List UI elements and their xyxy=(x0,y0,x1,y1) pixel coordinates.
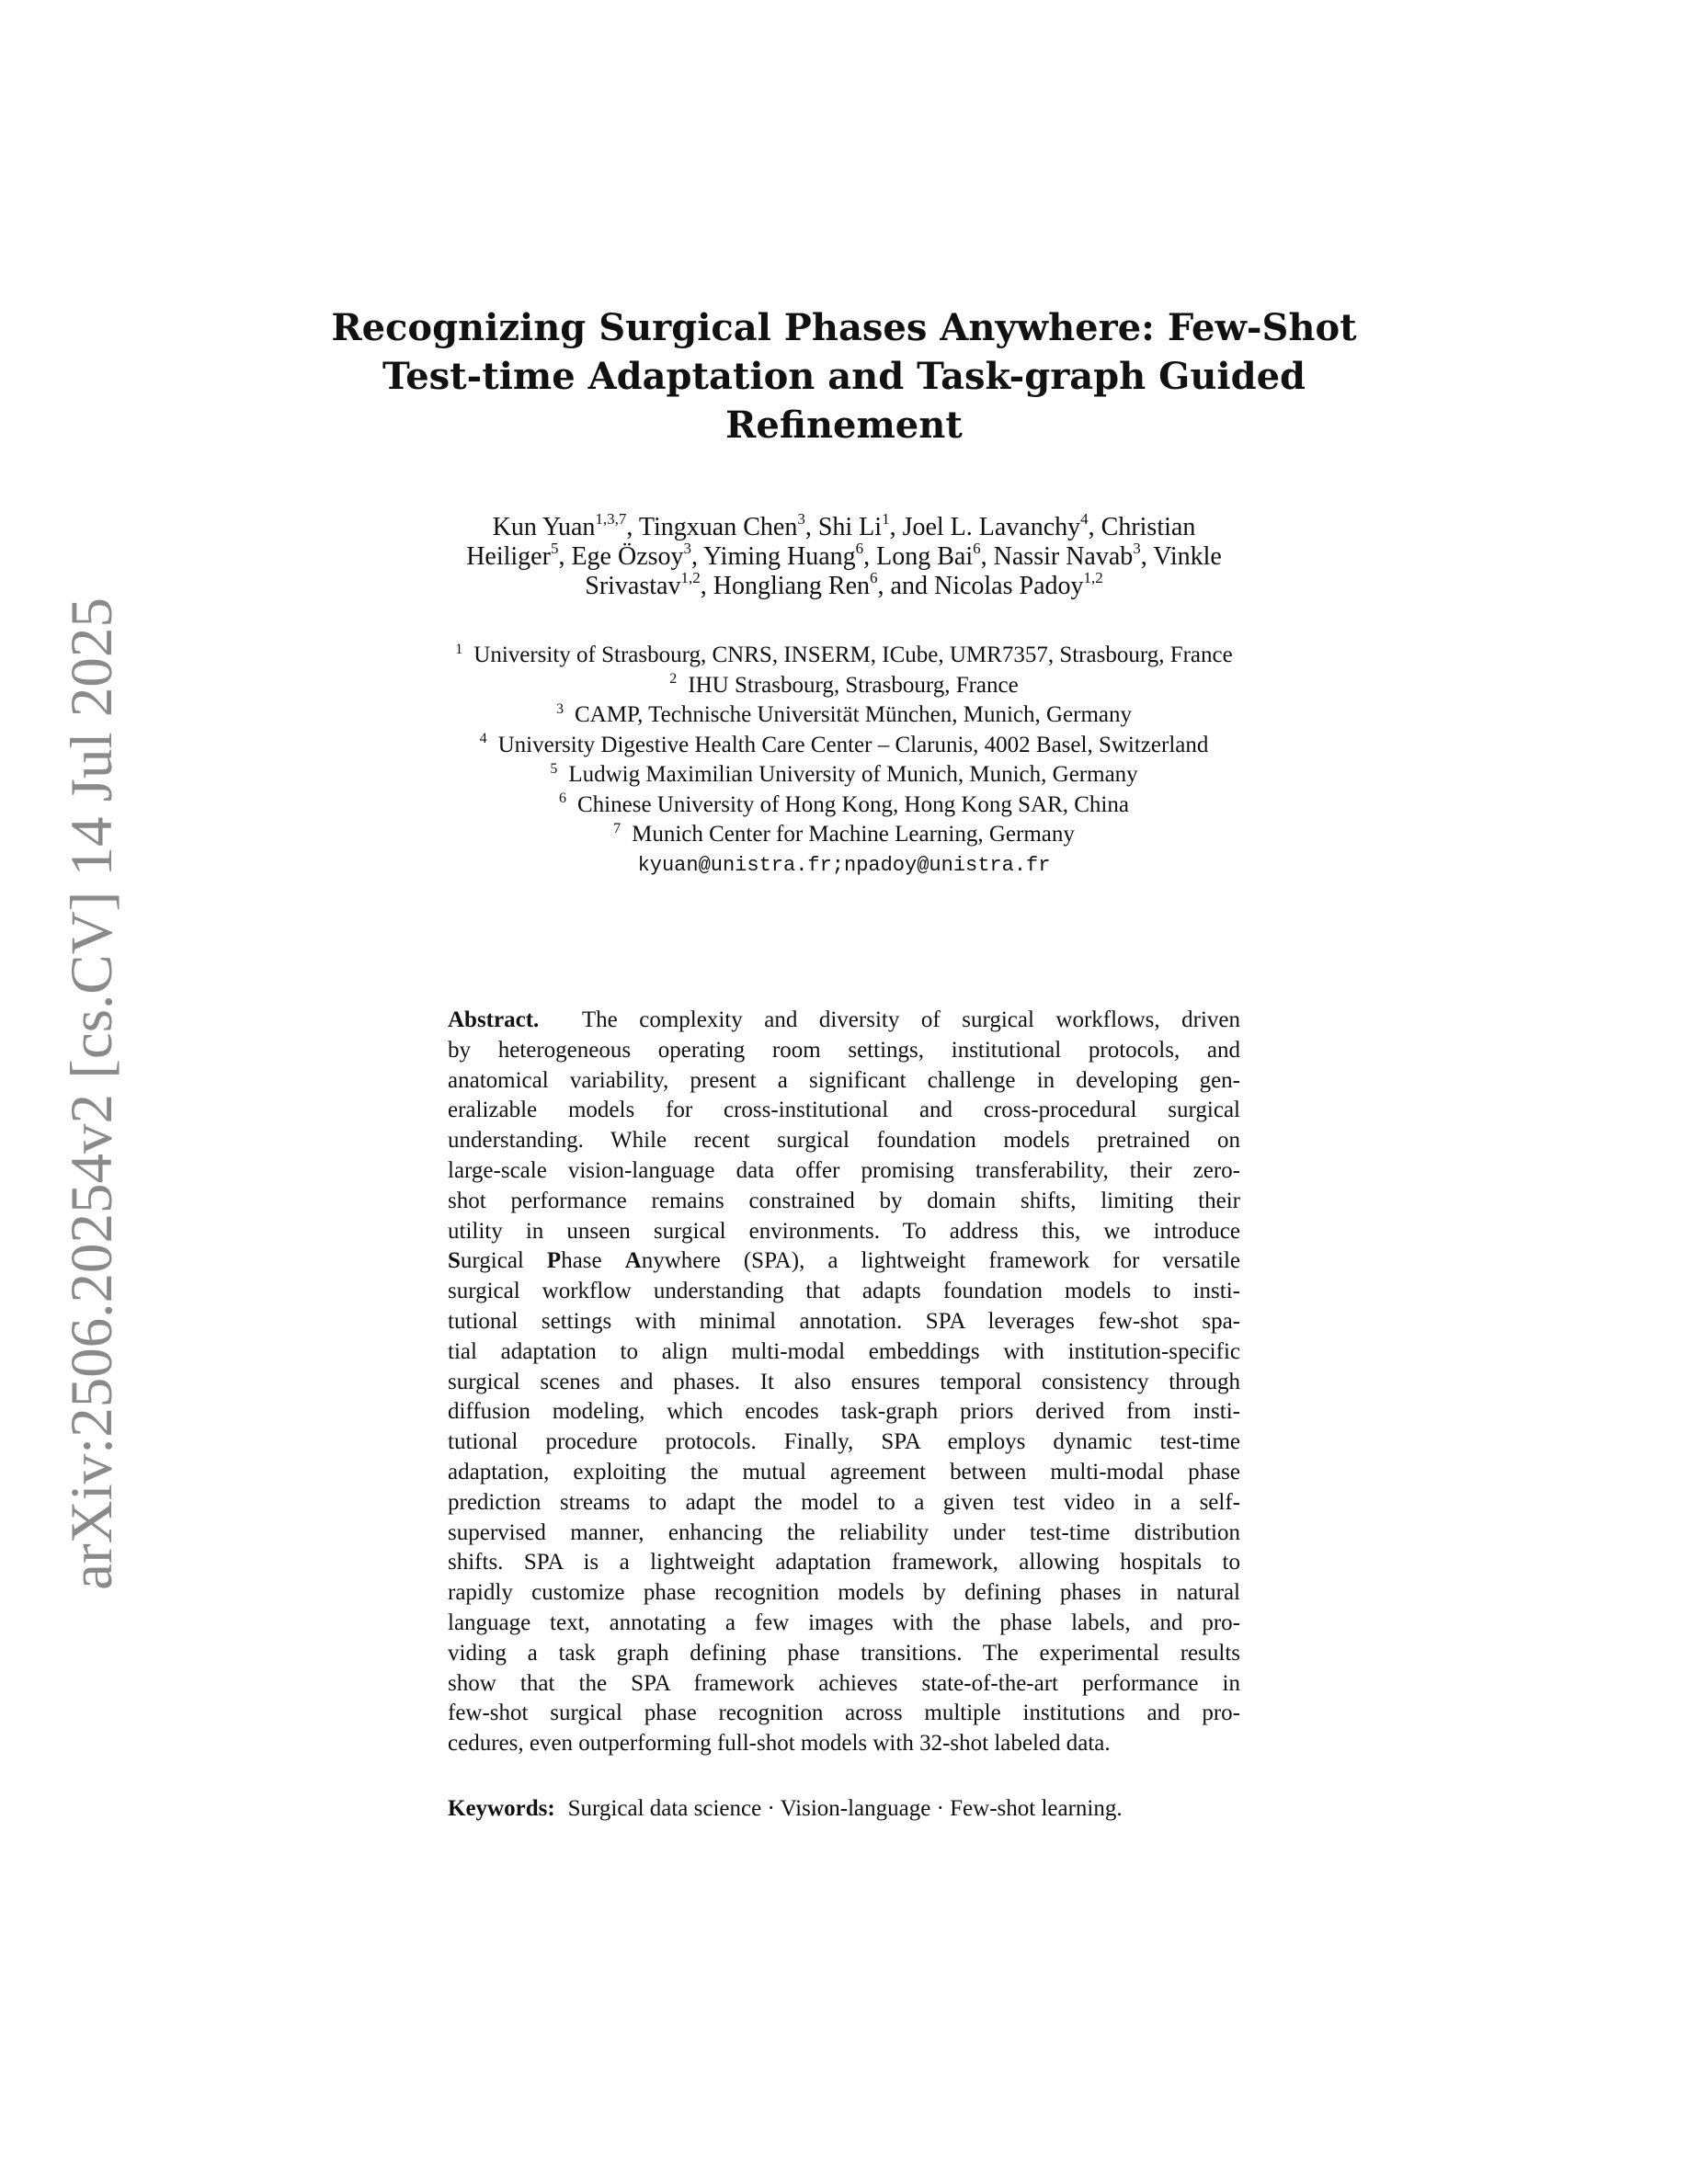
affiliation-text: Ludwig Maximilian University of Munich, Munich, Germany xyxy=(568,762,1138,787)
title-line: Recognizing Surgical Phases Anywhere: Few-Shot xyxy=(331,306,1357,349)
abstract-line: by heterogeneous operating room settings, institutional protocols, and xyxy=(448,1037,1240,1063)
affiliation-list xyxy=(303,641,1385,882)
author-name: Kun Yuan xyxy=(492,513,596,541)
author-list xyxy=(303,509,1385,601)
abstract-text: urgical xyxy=(460,1248,547,1274)
author-affiliation-marker: 6 xyxy=(855,539,864,557)
author-name: Long Bai xyxy=(876,542,974,571)
author-affiliation-marker: 1,3,7 xyxy=(595,509,627,528)
affiliation-text: University Digestive Health Care Center – Clarunis, 4002 Basel, Switzerland xyxy=(497,732,1209,757)
author-separator: , xyxy=(889,513,903,541)
author-affiliation-marker: 1 xyxy=(882,509,890,528)
abstract-text: The complexity and diversity of surgical workflows, driven xyxy=(581,1007,1240,1032)
affiliation-text: Munich Center for Machine Learning, Germany xyxy=(632,822,1075,847)
affiliation xyxy=(303,700,1385,731)
affiliation-number: 3 xyxy=(555,700,564,717)
author-name: Ege Özsoy xyxy=(571,542,684,571)
keywords-label: Keywords: xyxy=(448,1796,555,1821)
abstract-line: eralizable models for cross-institutional and cross-procedural surgical xyxy=(448,1098,1240,1123)
author-separator: , xyxy=(804,513,818,541)
abstract-line xyxy=(448,1006,1240,1036)
affiliation-text: CAMP, Technische Universität München, Munich, Germany xyxy=(574,702,1133,727)
abstract-label: Abstract. xyxy=(448,1007,540,1032)
author-separator: , xyxy=(863,542,877,571)
author-name: Joel L. Lavanchy xyxy=(902,513,1081,541)
abstract-line: shifts. SPA is a lightweight adaptation framework, allowing hospitals to xyxy=(448,1550,1240,1575)
abstract-line: prediction streams to adapt the model to a given test video in a self- xyxy=(448,1489,1240,1515)
affiliation-number: 7 xyxy=(613,820,622,836)
abstract xyxy=(448,1006,1240,1759)
affiliation xyxy=(303,791,1385,821)
author-separator: , and xyxy=(877,572,934,600)
author-name: Srivastav xyxy=(585,572,681,600)
arxiv-identifier-stamp: arXiv:2506.20254v2 [cs.CV] 14 Jul 2025 xyxy=(59,597,125,1590)
affiliation xyxy=(303,671,1385,701)
affiliation xyxy=(303,731,1385,761)
author-separator: , xyxy=(691,542,703,571)
abstract-line: supervised manner, enhancing the reliability under test-time distribution xyxy=(448,1519,1240,1545)
abstract-line: shot performance remains constrained by domain shifts, limiting their xyxy=(448,1188,1240,1213)
affiliation-number: 6 xyxy=(559,791,566,807)
acronym-letter: S xyxy=(448,1248,461,1274)
affiliation-number: 1 xyxy=(455,641,463,657)
keywords xyxy=(448,1794,1240,1824)
abstract-line: cedures, even outperforming full-shot models with 32-shot labeled data. xyxy=(448,1731,1111,1757)
author-affiliation-marker: 3 xyxy=(683,539,692,557)
abstract-line: surgical workflow understanding that adapts foundation models to insti- xyxy=(448,1279,1240,1304)
author-affiliation-marker: 1,2 xyxy=(1083,568,1103,586)
abstract-text: hase xyxy=(561,1248,625,1274)
author-name: Hongliang Ren xyxy=(713,572,871,600)
abstract-line: language text, annotating a few images with the phase labels, and pro- xyxy=(448,1610,1240,1635)
abstract-line: anatomical variability, present a significant challenge in developing gen- xyxy=(448,1067,1240,1093)
author-affiliation-marker: 3 xyxy=(797,509,805,528)
acronym-letter: P xyxy=(546,1248,562,1274)
affiliation xyxy=(303,641,1385,671)
author-row xyxy=(303,568,1385,601)
author-affiliation-marker: 1,2 xyxy=(680,568,701,586)
author-name: Shi Li xyxy=(817,513,883,541)
abstract-line: few-shot surgical phase recognition across multiple institutions and pro- xyxy=(448,1701,1240,1726)
contact-email[interactable]: kyuan@unistra.fr;npadoy@unistra.fr xyxy=(637,853,1051,877)
author-affiliation-marker: 3 xyxy=(1133,539,1141,557)
abstract-line: tutional settings with minimal annotation. SPA leverages few-shot spa- xyxy=(448,1308,1240,1334)
affiliation-text: IHU Strasbourg, Strasbourg, France xyxy=(688,672,1019,698)
author-affiliation-marker: 6 xyxy=(973,539,981,557)
author-separator: , xyxy=(626,513,639,541)
acronym-letter: A xyxy=(624,1248,642,1274)
keywords-text: Surgical data science · Vision-language · Few-shot learning. xyxy=(567,1796,1123,1821)
author-separator: , xyxy=(558,542,572,571)
title-line: Test-time Adaptation and Task-graph Guided xyxy=(382,355,1306,398)
abstract-line: large-scale vision-language data offer promising transferability, their zero- xyxy=(448,1157,1240,1183)
abstract-line: viding a task graph defining phase transitions. The experimental results xyxy=(448,1640,1240,1666)
abstract-line xyxy=(448,1246,1240,1277)
author-name: Nicolas Padoy xyxy=(933,572,1084,600)
affiliation xyxy=(303,820,1385,850)
affiliation xyxy=(303,760,1385,791)
affiliation-text: University of Strasbourg, CNRS, INSERM, ICube, UMR7357, Strasbourg, France xyxy=(473,643,1233,667)
affiliation-number: 2 xyxy=(669,671,678,688)
author-affiliation-marker: 4 xyxy=(1080,509,1089,528)
author-row xyxy=(303,539,1385,572)
abstract-line: diffusion modeling, which encodes task-graph priors derived from insti- xyxy=(448,1399,1240,1425)
author-separator: , xyxy=(700,572,713,600)
author-name: Nassir Navab xyxy=(993,542,1134,571)
author-name: Heiliger xyxy=(466,542,551,571)
author-name: Tingxuan Chen xyxy=(638,513,798,541)
paper-title xyxy=(303,303,1385,449)
affiliation-number: 5 xyxy=(550,760,558,777)
author-separator: , Christian xyxy=(1088,513,1196,541)
title-line: Refinement xyxy=(725,404,963,447)
author-separator: , xyxy=(980,542,994,571)
author-row xyxy=(303,509,1385,542)
abstract-line: tutional procedure protocols. Finally, SPA employs dynamic test-time xyxy=(448,1429,1240,1455)
abstract-line: understanding. While recent surgical foundation models pretrained on xyxy=(448,1128,1240,1154)
abstract-line: rapidly customize phase recognition models by defining phases in natural xyxy=(448,1580,1240,1606)
author-affiliation-marker: 6 xyxy=(870,568,878,586)
author-affiliation-marker: 5 xyxy=(550,539,559,557)
abstract-line: surgical scenes and phases. It also ensures temporal consistency through xyxy=(448,1369,1240,1394)
abstract-line: tial adaptation to align multi-modal embeddings with institution-specific xyxy=(448,1338,1240,1364)
author-name: Yiming Huang xyxy=(702,542,856,571)
abstract-line: utility in unseen surgical environments. To address this, we introduce xyxy=(448,1218,1240,1244)
author-separator: , Vinkle xyxy=(1140,542,1222,571)
affiliation-text: Chinese University of Hong Kong, Hong Kong SAR, China xyxy=(577,791,1129,817)
abstract-line: show that the SPA framework achieves state-of-the-art performance in xyxy=(448,1670,1240,1696)
abstract-line: adaptation, exploiting the mutual agreement between multi-modal phase xyxy=(448,1459,1240,1484)
abstract-text: nywhere (SPA), a lightweight framework for versatile xyxy=(641,1248,1241,1274)
affiliation-number: 4 xyxy=(479,731,487,747)
